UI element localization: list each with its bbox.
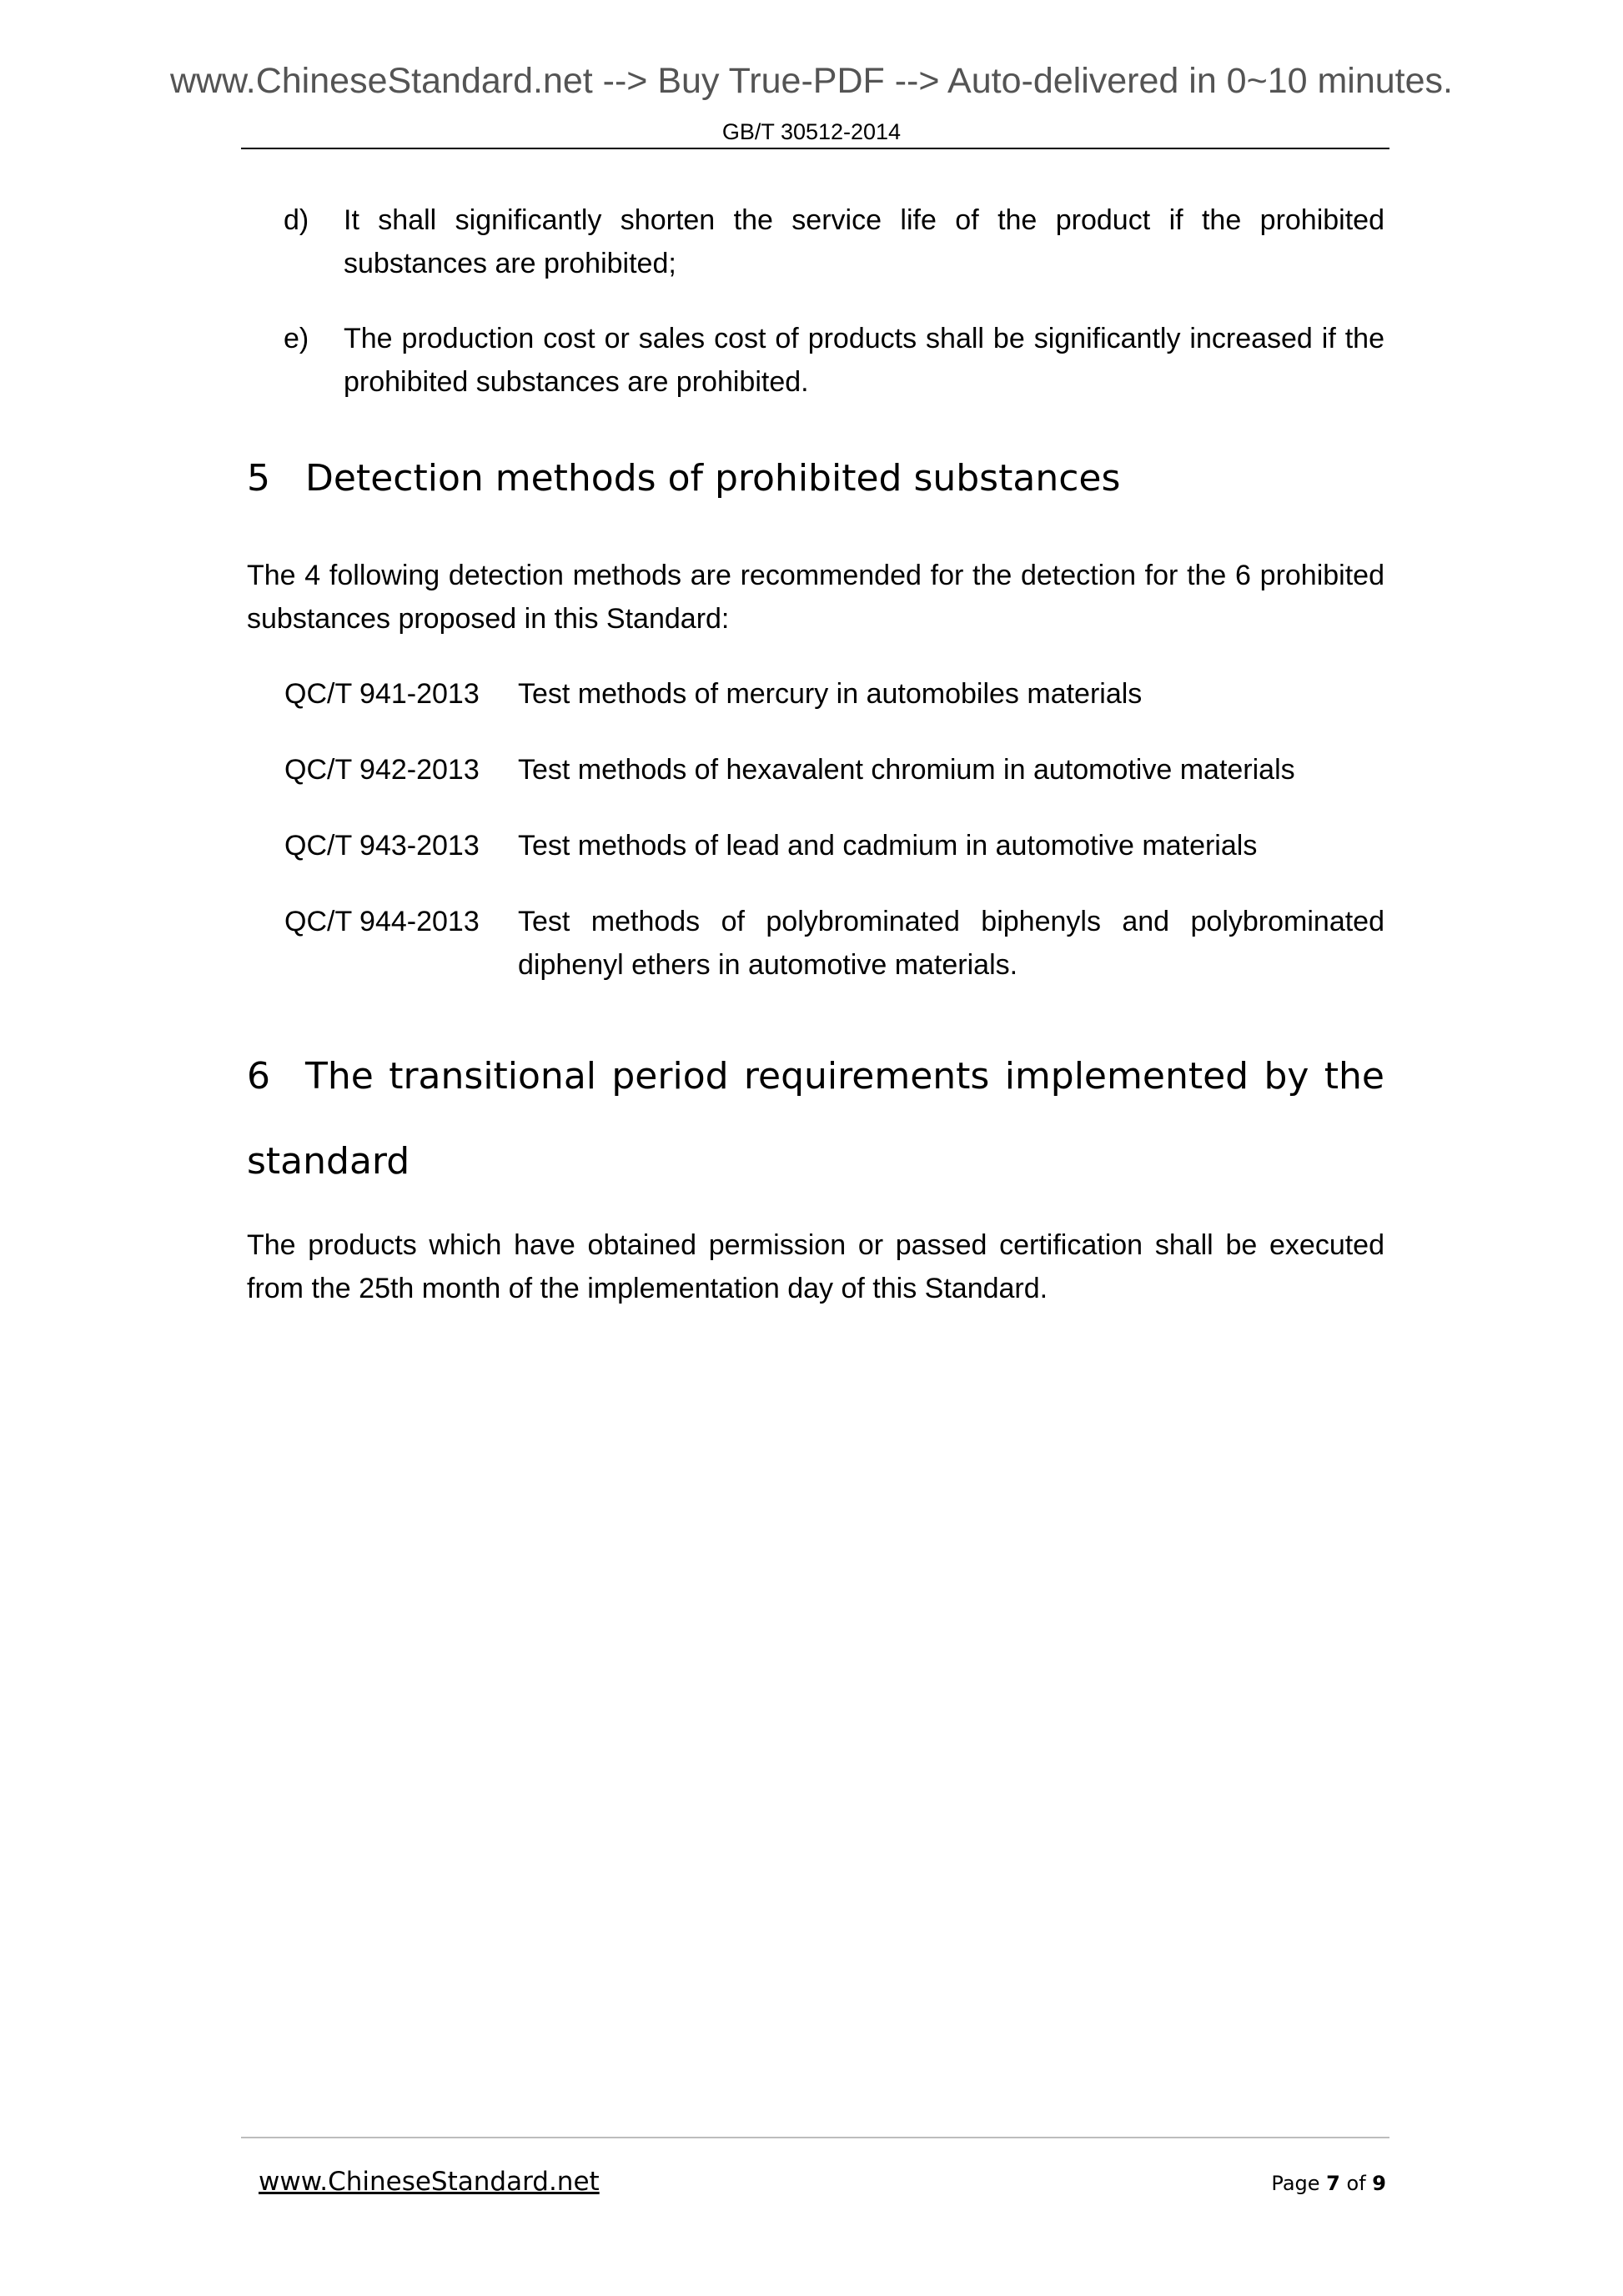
section-5-heading <box>247 454 1384 504</box>
section-6-heading <box>247 1034 1384 1204</box>
page-prefix: Page <box>1271 2172 1320 2195</box>
section-number: 6 <box>247 1055 270 1098</box>
site-banner[interactable]: www.ChineseStandard.net --> Buy True-PDF --> Auto-delivered in 0~10 minutes. <box>169 61 1453 101</box>
list-item-text: The production cost or sales cost of products shall be significantly increased if the prohibited substances are prohibited. <box>344 323 1384 398</box>
page-indicator <box>1271 2168 1386 2198</box>
list-item-e <box>247 317 1384 404</box>
standard-code: QC/T 944-2013 <box>284 906 480 937</box>
footer-website-link[interactable]: www.ChineseStandard.net <box>259 2167 600 2197</box>
section-5-intro: The 4 following detection methods are recommended for the detection for the 6 prohibited substances proposed in this Standard: <box>247 560 1384 635</box>
standard-title: Test methods of mercury in automobiles materials <box>518 678 1143 710</box>
footer-divider <box>241 2137 1389 2138</box>
page-total: 9 <box>1372 2172 1386 2195</box>
standard-entry <box>284 672 1384 716</box>
document-number: GB/T 30512-2014 <box>721 119 902 144</box>
list-item-d <box>247 198 1384 285</box>
section-title: The transitional period requirements implemented by the standard <box>247 1055 1384 1183</box>
standard-code: QC/T 943-2013 <box>284 830 480 862</box>
standard-code: QC/T 942-2013 <box>284 754 480 786</box>
standard-entry <box>284 824 1384 867</box>
standard-entry <box>284 748 1384 791</box>
standard-title: Test methods of hexavalent chromium in automotive materials <box>518 754 1295 786</box>
list-item-label: e) <box>284 323 309 354</box>
list-item-text: It shall significantly shorten the service life of the product if the prohibited substances are prohibited; <box>344 204 1384 279</box>
page-current: 7 <box>1326 2172 1340 2195</box>
header-divider <box>241 148 1389 149</box>
section-number: 5 <box>247 457 270 500</box>
standard-title: Test methods of lead and cadmium in automotive materials <box>518 830 1258 862</box>
standard-title: Test methods of polybrominated biphenyls and polybrominated diphenyl ethers in automotive materials. <box>518 906 1384 981</box>
standard-entry <box>284 900 1384 987</box>
section-6-body: The products which have obtained permission or passed certification shall be executed from the 25th month of the implementation day of this Standard. <box>247 1229 1384 1304</box>
section-title: Detection methods of prohibited substances <box>305 457 1121 500</box>
page-of: of <box>1346 2172 1366 2195</box>
standard-code: QC/T 941-2013 <box>284 678 480 710</box>
list-item-label: d) <box>284 204 309 236</box>
